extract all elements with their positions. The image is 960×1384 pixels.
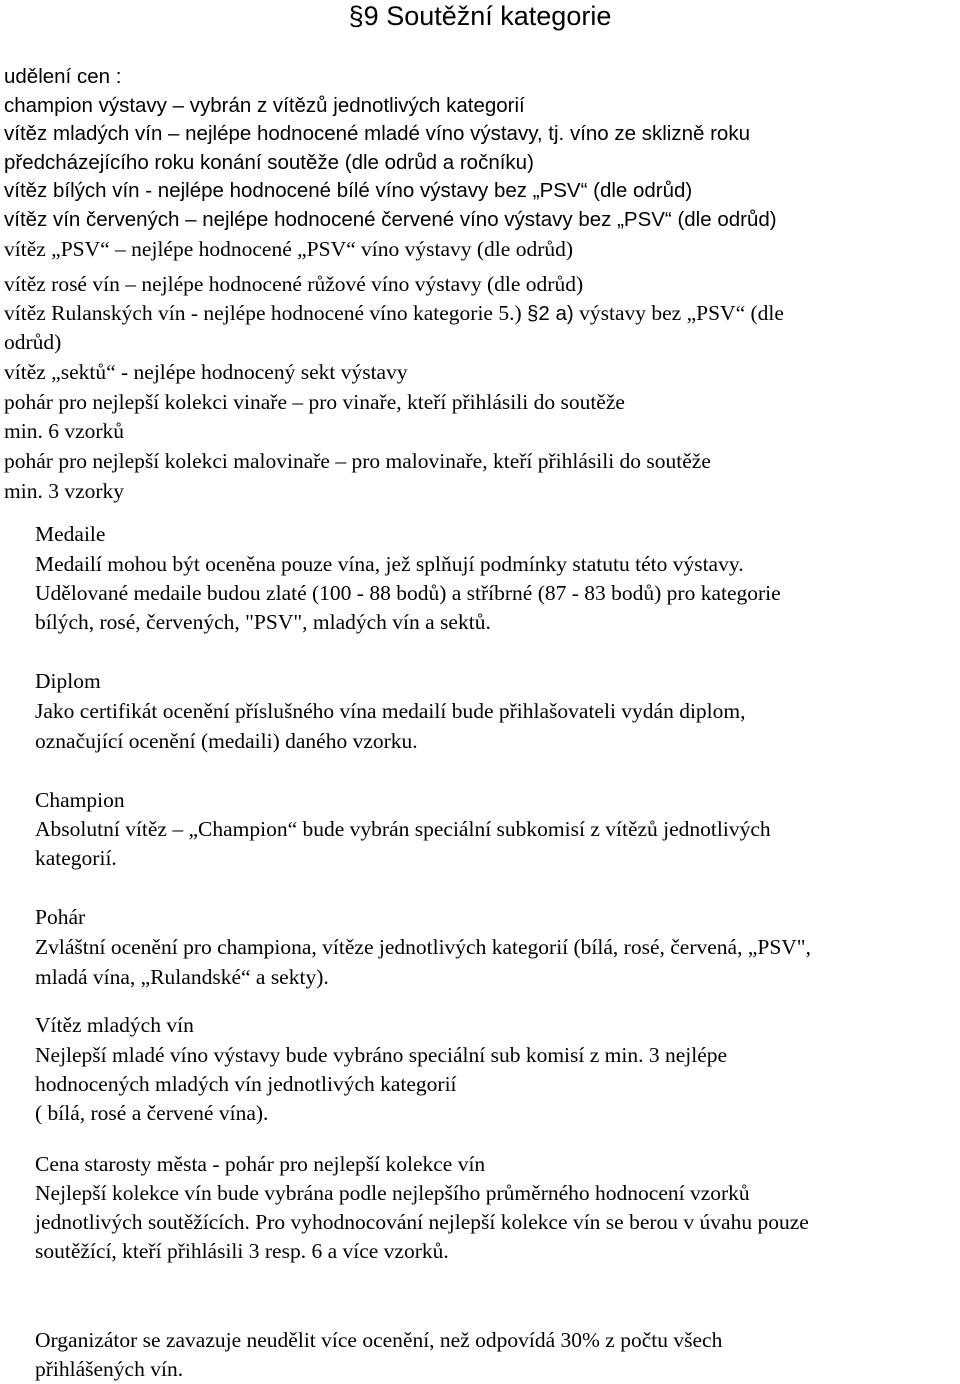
list-item: min. 3 vzorky [4, 479, 125, 503]
list-item: vítěz „PSV“ – nejlépe hodnocené „PSV“ víno výstavy (dle odrůd) [4, 237, 574, 261]
paragraph-line: hodnocených mladých vín jednotlivých kategorií [35, 1072, 457, 1096]
list-item: pohár pro nejlepší kolekci malovinaře – pro malovinaře, kteří přihlásili do soutěže [4, 449, 711, 473]
paragraph-line: Medailí mohou být oceněna pouze vína, jež splňují podmínky statutu této výstavy. [35, 552, 744, 576]
list-item-text: vítěz Rulanských vín - nejlépe hodnocené víno kategorie 5.) [4, 301, 528, 325]
paragraph-line: mladá vína, „Rulandské“ a sekty). [35, 965, 329, 989]
list-item: vítěz bílých vín - nejlépe hodnocené bílé víno výstavy bez „PSV“ (dle odrůd) [4, 179, 693, 202]
paragraph-line: Nejlepší kolekce vín bude vybrána podle nejlepšího průměrného hodnocení vzorků [35, 1181, 750, 1205]
list-item: pohár pro nejlepší kolekci vinaře – pro vinaře, kteří přihlásili do soutěže [4, 390, 625, 414]
paragraph-line: označující ocenění (medaili) daného vzorku. [35, 729, 418, 753]
list-item: champion výstavy – vybrán z vítězů jednotlivých kategorií [4, 94, 525, 117]
paragraph-line: Organizátor se zavazuje neudělit více ocenění, než odpovídá 30% z počtu všech [35, 1328, 723, 1352]
section-heading: Champion [35, 788, 125, 812]
list-item: vítěz rosé vín – nejlépe hodnocené růžové víno výstavy (dle odrůd) [4, 272, 584, 296]
paragraph-line: Jako certifikát ocenění příslušného vína medailí bude přihlašovateli vydán diplom, [35, 699, 746, 723]
page-title: §9 Soutěžní kategorie [348, 1, 612, 31]
section-reference: §2 a) [527, 302, 574, 325]
section-heading: Pohár [35, 905, 86, 929]
paragraph-line: přihlášených vín. [35, 1357, 184, 1381]
section-heading: Diplom [35, 669, 101, 693]
paragraph-line: soutěžící, kteří přihlásili 3 resp. 6 a více vzorků. [35, 1239, 449, 1263]
paragraph-line: ( bílá, rosé a červené vína). [35, 1101, 269, 1125]
section-heading: Vítěz mladých vín [35, 1013, 194, 1037]
paragraph-line: jednotlivých soutěžících. Pro vyhodnocování nejlepší kolekce vín se berou v úvahu pouze [35, 1210, 809, 1234]
section-heading: Medaile [35, 522, 106, 546]
list-item: vítěz „sektů“ - nejlépe hodnocený sekt výstavy [4, 360, 408, 384]
list-item: vítěz mladých vín – nejlépe hodnocené mladé víno výstavy, tj. víno ze sklizně roku [4, 122, 750, 145]
list-item: min. 6 vzorků [4, 419, 125, 443]
awards-intro: udělení cen : [4, 65, 122, 88]
paragraph-line: bílých, rosé, červených, "PSV", mladých vín a sektů. [35, 610, 491, 634]
list-item [4, 299, 784, 328]
list-item: vítěz vín červených – nejlépe hodnocené červené víno výstavy bez „PSV“ (dle odrůd) [4, 208, 777, 231]
paragraph-line: Absolutní vítěz – „Champion“ bude vybrán speciální subkomisí z vítězů jednotlivých [35, 817, 771, 841]
section-heading: Cena starosty města - pohár pro nejlepší kolekce vín [35, 1152, 486, 1176]
paragraph-line: Zvláštní ocenění pro championa, vítěze jednotlivých kategorií (bílá, rosé, červená, „PSV", [35, 935, 811, 959]
list-item: odrůd) [4, 330, 62, 354]
list-item: předcházejícího roku konání soutěže (dle odrůd a ročníku) [4, 151, 534, 174]
paragraph-line: kategorií. [35, 846, 117, 870]
paragraph-line: Udělované medaile budou zlaté (100 - 88 bodů) a stříbrné (87 - 83 bodů) pro kategorie [35, 581, 781, 605]
list-item-text: výstavy bez „PSV“ (dle [573, 301, 784, 325]
paragraph-line: Nejlepší mladé víno výstavy bude vybráno speciální sub komisí z min. 3 nejlépe [35, 1043, 728, 1067]
